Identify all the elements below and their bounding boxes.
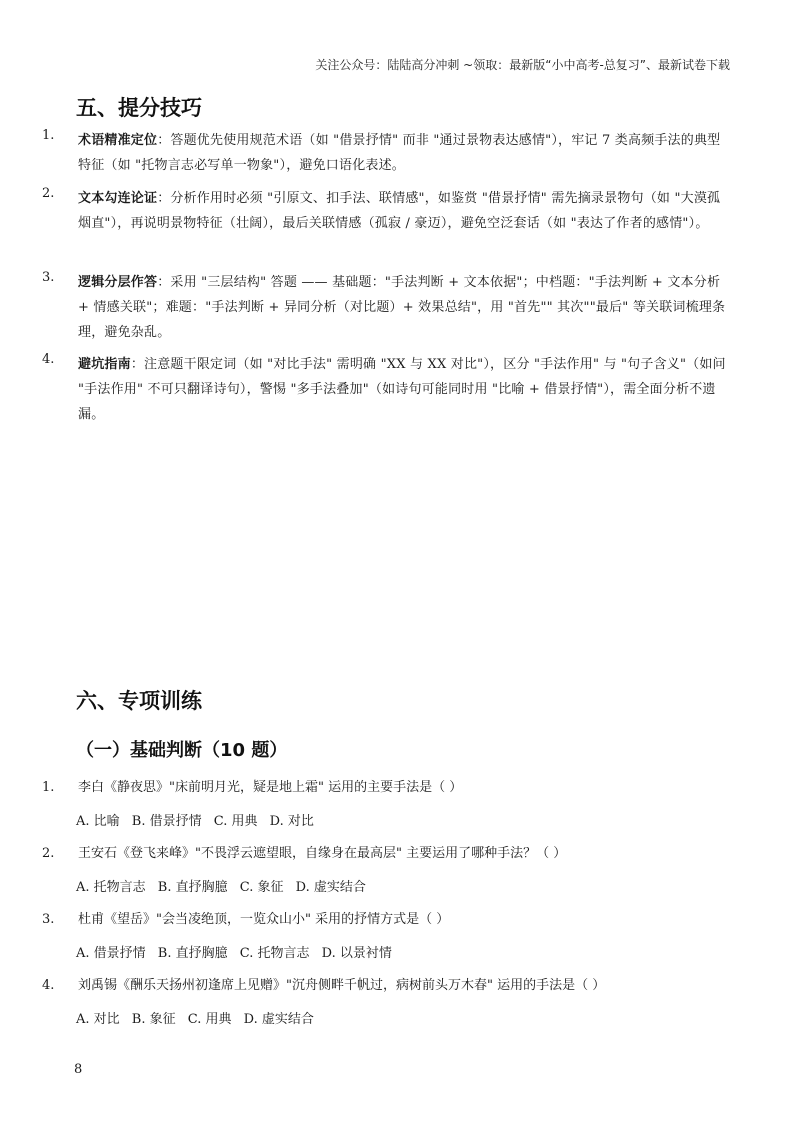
tip-text: ：答题优先使用规范术语（如 "借景抒情" 而非 "通过景物表达感情"），牢记 7 类高频手法的典型特征（如 "托物言志必写单一物象"），避免口语化表述。 (78, 133, 721, 173)
option-d: D. 以景衬情 (321, 946, 392, 961)
question-stem: 刘禹锡《酬乐天扬州初逢席上见赠》"沉舟侧畔千帆过，病树前头万木春" 运用的手法是（ ） (78, 978, 606, 993)
tip-number: 1. (42, 128, 55, 143)
tip-lead: 术语精准定位 (78, 133, 158, 148)
question-1-options (76, 812, 322, 832)
question-1 (42, 778, 742, 798)
tip-lead: 逻辑分层作答 (78, 275, 158, 290)
question-4-options (76, 1010, 322, 1030)
option-a: A. 对比 (76, 1012, 120, 1027)
question-3-options (76, 944, 400, 964)
tip-number: 4. (42, 352, 55, 367)
option-d: D. 虚实结合 (243, 1012, 314, 1027)
subsection-title-basic: （一）基础判断（10 题） (76, 740, 288, 761)
question-number: 1. (42, 780, 55, 795)
question-number: 2. (42, 846, 55, 861)
option-b: B. 直抒胸臆 (157, 946, 228, 961)
page-number: 8 (74, 1062, 83, 1077)
question-3 (42, 910, 742, 930)
option-c: C. 用典 (213, 814, 258, 829)
option-a: A. 托物言志 (76, 880, 146, 895)
page-header-note: 关注公众号：陆陆高分冲刺 ~领取：最新版“小中高考-总复习”、最新试卷下载 (315, 58, 730, 72)
question-number: 4. (42, 978, 55, 993)
option-a: A. 借景抒情 (76, 946, 146, 961)
question-4 (42, 976, 742, 996)
option-c: C. 托物言志 (239, 946, 310, 961)
question-2 (42, 844, 742, 864)
question-stem: 李白《静夜思》"床前明月光，疑是地上霜" 运用的主要手法是（ ） (78, 780, 463, 795)
question-stem: 杜甫《望岳》"会当凌绝顶，一览众山小" 采用的抒情方式是（ ） (78, 912, 450, 927)
option-d: D. 对比 (269, 814, 314, 829)
tip-body (78, 270, 732, 345)
option-b: B. 象征 (131, 1012, 176, 1027)
tip-item-1 (42, 128, 732, 178)
tip-item-3 (42, 270, 732, 345)
option-b: B. 直抒胸臆 (157, 880, 228, 895)
question-number: 3. (42, 912, 55, 927)
tip-number: 3. (42, 270, 55, 285)
option-b: B. 借景抒情 (131, 814, 202, 829)
tip-lead: 文本勾连论证 (78, 191, 158, 206)
tip-body (78, 352, 732, 427)
option-a: A. 比喻 (76, 814, 120, 829)
tip-number: 2. (42, 186, 55, 201)
question-2-options (76, 878, 374, 898)
tip-lead: 避坑指南 (78, 357, 131, 372)
tip-body (78, 128, 732, 178)
tip-body (78, 186, 732, 236)
section-title-tips: 五、提分技巧 (76, 96, 202, 120)
tip-item-4 (42, 352, 732, 427)
question-stem: 王安石《登飞来峰》"不畏浮云遮望眼，自缘身在最高层" 主要运用了哪种手法？（ ） (78, 846, 567, 861)
option-d: D. 虚实结合 (295, 880, 366, 895)
tip-text: ：注意题干限定词（如 "对比手法" 需明确 "XX 与 XX 对比"），区分 "手法作用" 与 "句子含义"（如问 "手法作用" 不可只翻译诗句），警惕 "多手法叠加"（如诗句可能同时用 "比喻 + 借景抒情"），需全面分析不遗漏。 (78, 357, 726, 422)
option-c: C. 用典 (187, 1012, 232, 1027)
tip-text: ：分析作用时必须 "引原文、扣手法、联情感"，如鉴赏 "借景抒情" 需先摘录景物句（如 "大漠孤烟直"），再说明景物特征（壮阔），最后关联情感（孤寂 / 豪迈），避免空泛套话（如 "表达了作者的感情"）。 (78, 191, 721, 231)
tip-text: ：采用 "三层结构" 答题 —— 基础题："手法判断 + 文本依据"；中档题："手法判断 + 文本分析 + 情感关联"；难题："手法判断 + 异同分析（对比题）+ 效果总结"，用 "首先"" 其次""最后" 等关联词梳理条理，避免杂乱。 (78, 275, 726, 340)
section-title-training: 六、专项训练 (76, 689, 202, 713)
option-c: C. 象征 (239, 880, 284, 895)
tip-item-2 (42, 186, 732, 236)
